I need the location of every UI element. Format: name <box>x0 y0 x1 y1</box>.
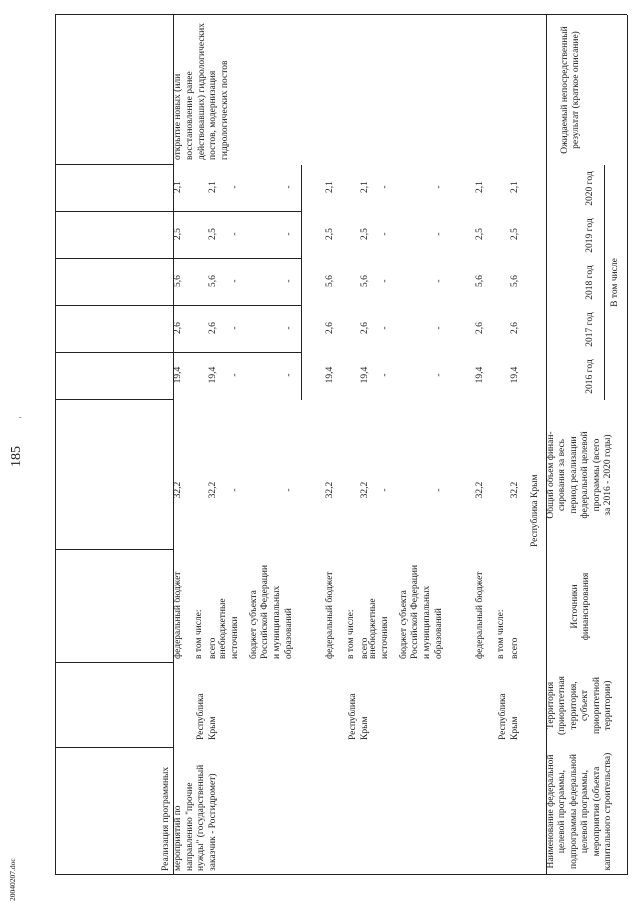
expected-result-line: постов, модернизация <box>208 70 219 160</box>
program-name-line: заказчик - Росгидромет) <box>208 773 219 871</box>
header-program: Наименование федеральной целевой программы, подпрограммы федеральной целевой программы, мероприятия (объекта капитального строительства) <box>546 752 613 871</box>
year-amount: 2,1 <box>173 181 183 193</box>
year-amount: 2,1 <box>360 181 370 193</box>
year-amount: 2,6 <box>360 322 370 334</box>
funding-source <box>399 565 447 659</box>
funding-source <box>475 572 487 659</box>
funding-source-line: в том числе: <box>194 609 204 659</box>
total-amount: - <box>284 488 294 492</box>
funding-source-line: источники <box>380 616 391 659</box>
header-result: Ожидаемый непосредственный результат (краткое описание) <box>560 26 582 154</box>
header-total: Общий объем финан- сирования за весь период реализации федеральной целевой программы (всего за 2016 - 2020 годы) <box>546 431 613 519</box>
year-amount: - <box>434 185 444 189</box>
year-amount: 2,5 <box>208 228 218 240</box>
program-name-line: Реализация программных <box>160 766 171 871</box>
funding-source <box>360 638 372 659</box>
expected-result-line: восстановление ранее <box>184 71 195 160</box>
territory-cell <box>498 693 522 740</box>
program-name-line: нужды" (государственный <box>196 764 207 871</box>
header-year-2020: 2020 год <box>585 171 595 206</box>
year-amount: - <box>230 373 240 377</box>
year-amount: 5,6 <box>325 275 335 287</box>
year-amount: - <box>284 185 294 189</box>
year-amount: 2,1 <box>325 181 335 193</box>
year-amount: - <box>434 232 444 236</box>
funding-source <box>218 598 242 659</box>
header-year-2019: 2019 год <box>585 218 595 253</box>
year-amount: 2,6 <box>208 322 218 334</box>
year-amount: - <box>230 326 240 330</box>
year-amount: - <box>230 232 240 236</box>
territory-cell-line: Крым <box>360 716 371 740</box>
year-amount: - <box>284 373 294 377</box>
section-title: Республика Крым <box>530 474 540 547</box>
year-amount: - <box>230 185 240 189</box>
total-amount: 32,2 <box>510 481 520 499</box>
year-amount: - <box>230 279 240 283</box>
territory-cell-line: Республика <box>348 693 359 740</box>
year-amount: - <box>284 326 294 330</box>
header-year-2017: 2017 год <box>585 312 595 347</box>
territory-cell <box>196 693 220 740</box>
funding-source <box>510 638 522 659</box>
year-amount: 5,6 <box>208 275 218 287</box>
year-amount: 2,5 <box>173 228 183 240</box>
program-name <box>161 765 220 871</box>
year-amount: 5,6 <box>475 275 485 287</box>
territory-cell-line: Крым <box>510 716 521 740</box>
funding-source-line: всего <box>360 637 370 659</box>
header-territory: Территория (приоритетная территория, субъект приоритетной территории) <box>546 676 613 735</box>
expected-result-line: гидрологических постов <box>220 60 231 160</box>
funding-source-line: федеральный бюджет <box>475 571 485 659</box>
header-sources: Источники финансирования <box>570 572 592 641</box>
territory-cell-line: Республика <box>498 693 509 740</box>
year-amount: 2,5 <box>360 228 370 240</box>
funding-source <box>346 609 358 659</box>
header-year-2018: 2018 год <box>585 265 595 300</box>
year-amount: - <box>380 279 390 283</box>
year-amount: 2,5 <box>510 228 520 240</box>
year-amount: 5,6 <box>360 275 370 287</box>
expected-result-line: открытие новых (или <box>172 73 183 160</box>
territory-cell-line: Крым <box>208 716 219 740</box>
funding-source-line: внебюджетные <box>218 598 229 659</box>
year-amount: - <box>380 232 390 236</box>
expected-result <box>173 23 232 160</box>
year-amount: 19,4 <box>475 366 485 384</box>
funding-source-line: бюджет субъекта <box>398 590 409 659</box>
year-amount: 19,4 <box>208 366 218 384</box>
funding-source <box>325 572 337 659</box>
expected-result-line: действовавших) гидрологических <box>196 23 207 160</box>
funding-source-line: образований <box>284 608 295 659</box>
territory-cell-line: Республика <box>196 693 207 740</box>
total-amount: - <box>434 488 444 492</box>
year-amount: - <box>380 185 390 189</box>
funding-source-line: источники <box>230 616 241 659</box>
year-amount: - <box>380 373 390 377</box>
year-amount: 5,6 <box>510 275 520 287</box>
funding-source-line: Российской Федерации <box>410 564 421 659</box>
year-amount: 19,4 <box>360 366 370 384</box>
funding-source-line: внебюджетные <box>368 598 379 659</box>
program-name-line: направлению "прочие <box>184 782 195 871</box>
funding-source-line: образований <box>434 608 445 659</box>
funding-source-line: всего <box>510 637 520 659</box>
funding-source-line: и муниципальных <box>272 585 283 659</box>
year-amount: 2,6 <box>173 322 183 334</box>
year-amount: - <box>380 326 390 330</box>
year-amount: - <box>434 326 444 330</box>
stray-mark: ' <box>18 416 27 418</box>
funding-source <box>194 609 206 659</box>
header-in-total: В том числе <box>610 258 620 307</box>
year-amount: 2,5 <box>475 228 485 240</box>
year-amount: - <box>284 279 294 283</box>
territory-cell <box>348 693 372 740</box>
year-amount: - <box>284 232 294 236</box>
year-amount: 2,6 <box>325 322 335 334</box>
funding-source-line: в том числе: <box>496 609 506 659</box>
funding-source-line: бюджет субъекта <box>248 590 259 659</box>
total-amount: - <box>230 488 240 492</box>
total-amount: 32,2 <box>173 481 183 499</box>
total-amount: 32,2 <box>325 481 335 499</box>
year-amount: 19,4 <box>510 366 520 384</box>
year-amount: 2,1 <box>475 181 485 193</box>
year-amount: 5,6 <box>173 275 183 287</box>
year-amount: - <box>434 373 444 377</box>
year-amount: 2,5 <box>325 228 335 240</box>
total-amount: 32,2 <box>475 481 485 499</box>
funding-source <box>173 572 185 659</box>
year-amount: 19,4 <box>325 366 335 384</box>
year-amount: 2,1 <box>208 181 218 193</box>
program-name-line: мероприятий по <box>172 805 183 871</box>
year-amount: - <box>434 279 444 283</box>
page-number: 185 <box>9 446 24 467</box>
funding-source <box>208 638 220 659</box>
year-amount: 2,6 <box>475 322 485 334</box>
total-amount: - <box>380 488 390 492</box>
total-amount: 32,2 <box>208 481 218 499</box>
funding-source-line: и муниципальных <box>422 585 433 659</box>
footer-code: 20040207.doc <box>8 858 17 901</box>
year-amount: 19,4 <box>173 366 183 384</box>
total-amount: 32,2 <box>360 481 370 499</box>
funding-source <box>249 565 297 659</box>
funding-source-line: Российской Федерации <box>260 564 271 659</box>
funding-source-line: в том числе: <box>346 609 356 659</box>
year-amount: 2,6 <box>510 322 520 334</box>
header-year-2016: 2016 год <box>585 359 595 394</box>
funding-source-line: всего <box>208 637 218 659</box>
funding-source <box>496 609 508 659</box>
year-amount: 2,1 <box>510 181 520 193</box>
funding-source-line: федеральный бюджет <box>173 571 183 659</box>
funding-source-line: федеральный бюджет <box>325 571 335 659</box>
